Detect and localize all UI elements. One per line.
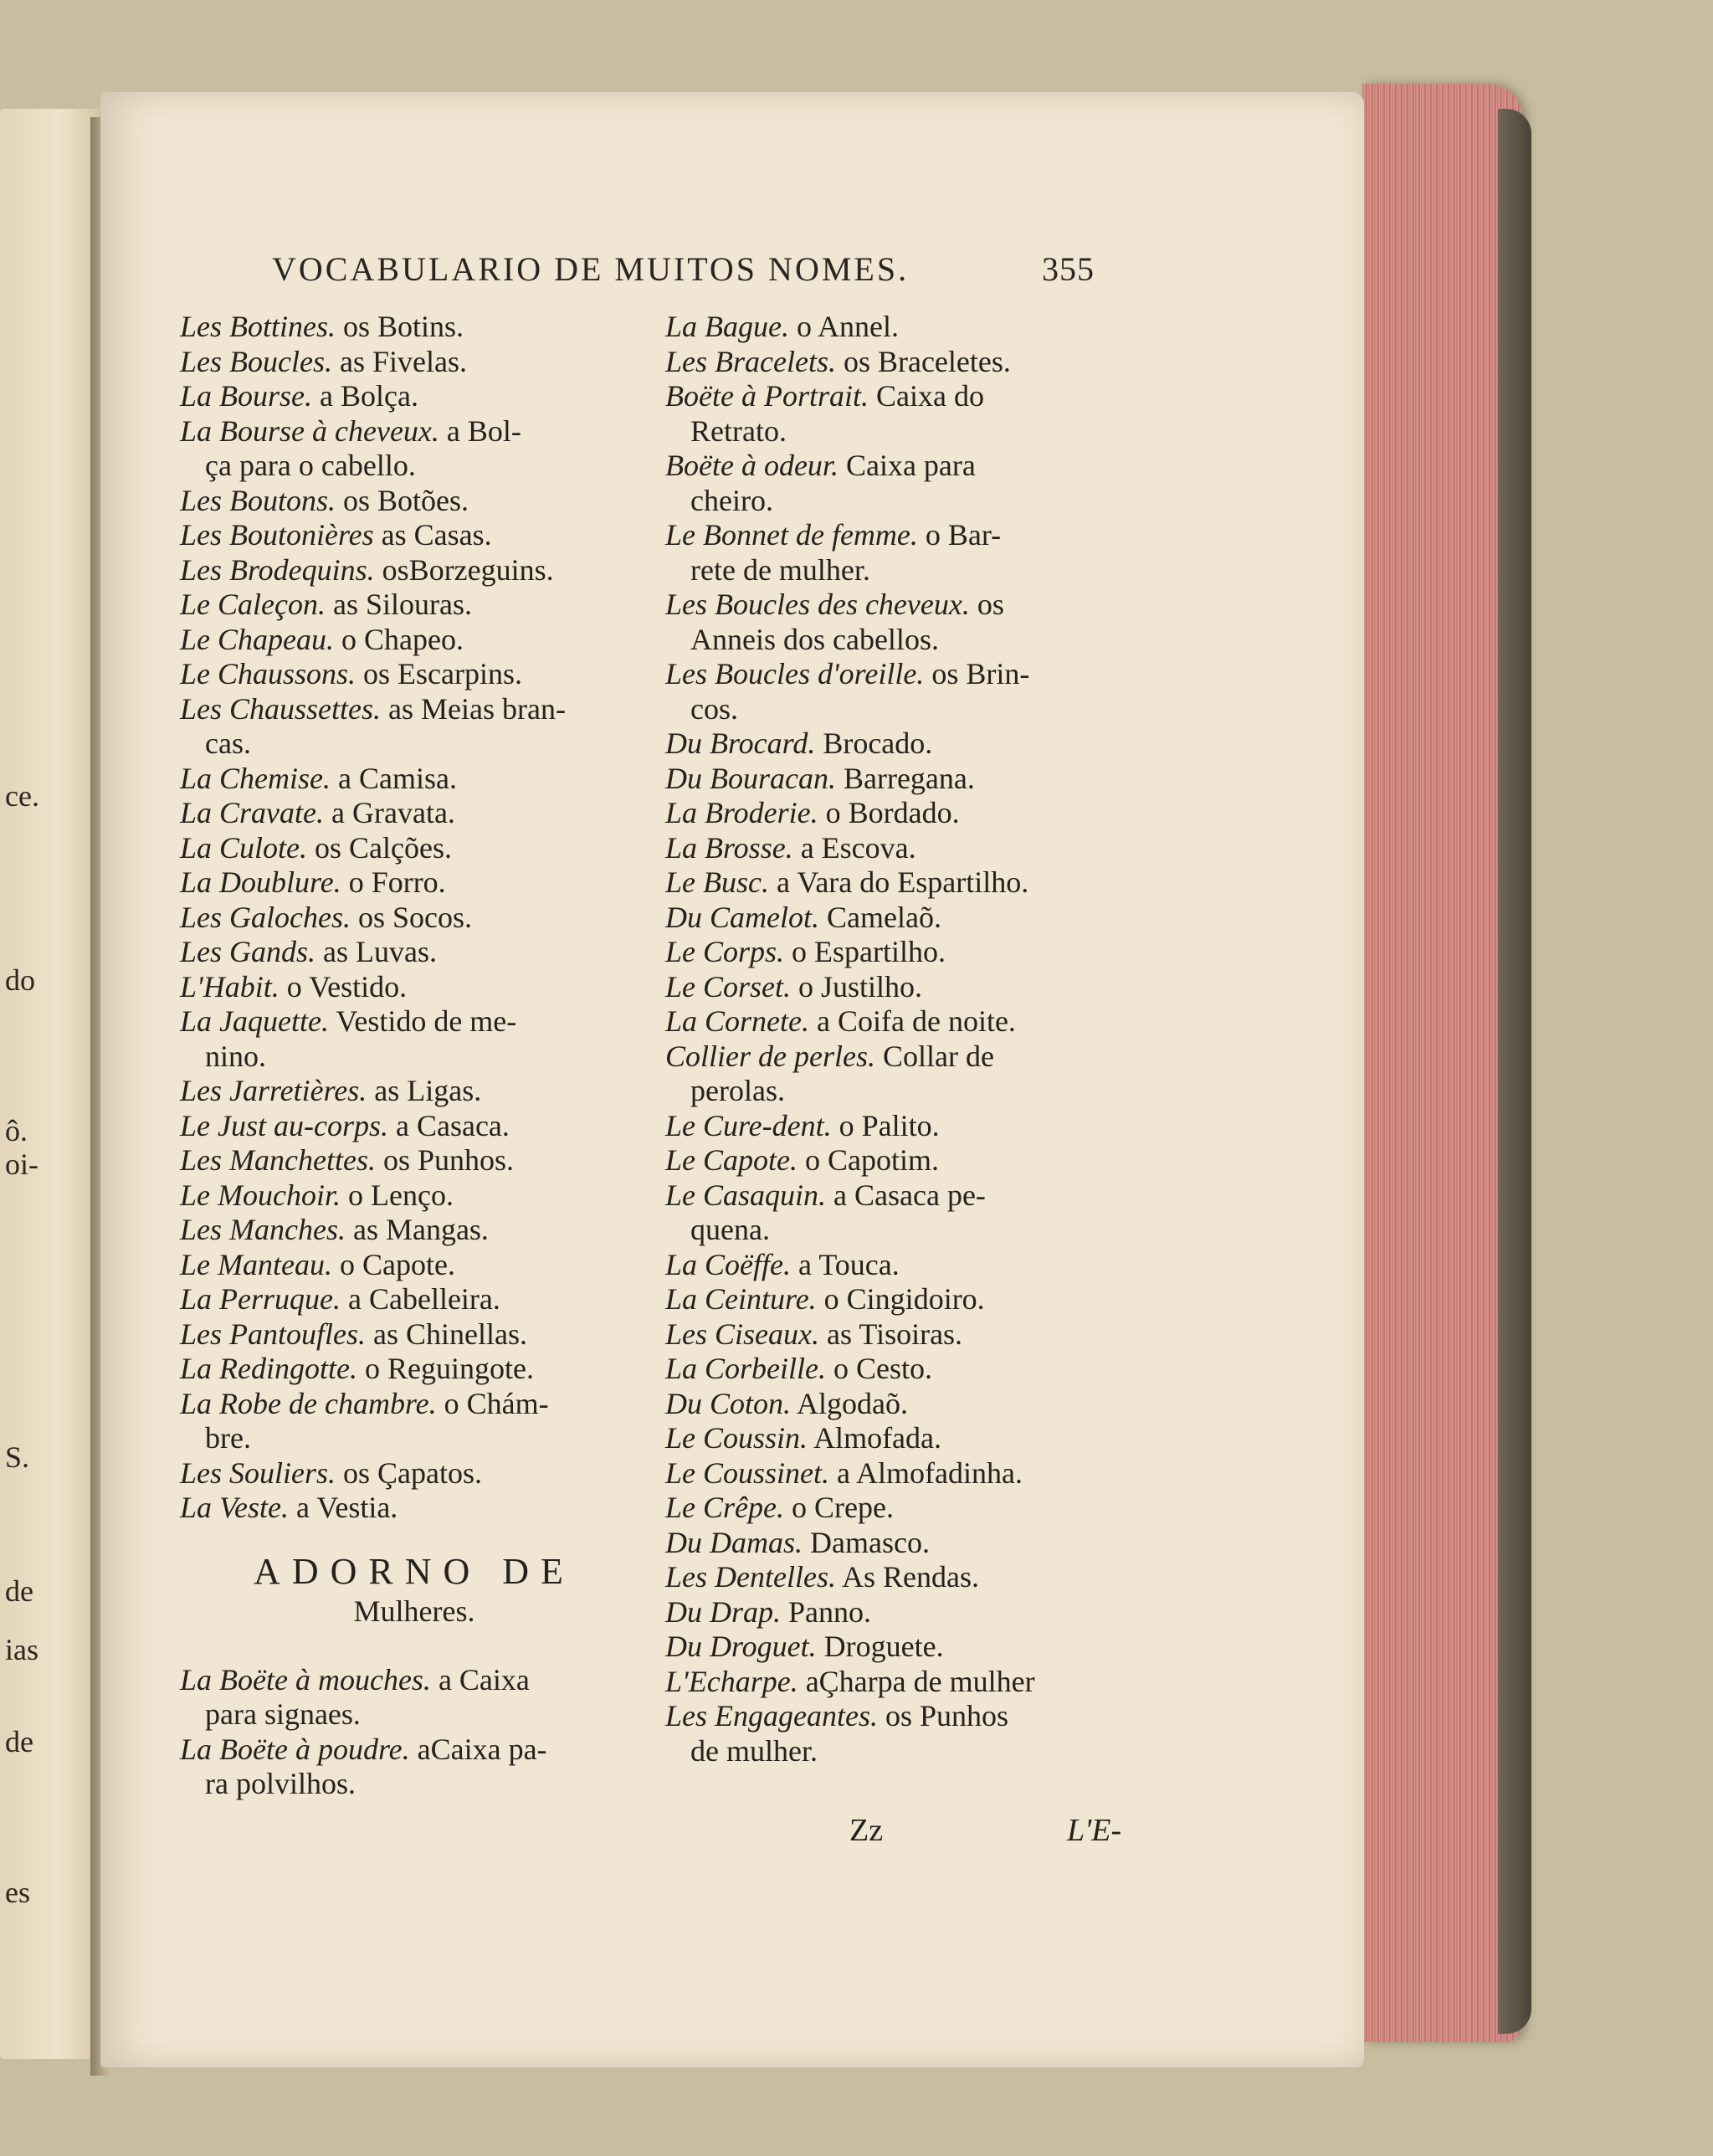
portuguese-term: Brocado. <box>823 726 933 760</box>
french-term: Du Drap. <box>665 1594 782 1629</box>
french-term: La Boëte à mouches. <box>180 1662 431 1697</box>
portuguese-term: aÇharpa de mulher <box>805 1664 1035 1698</box>
vocab-entry <box>180 1074 649 1109</box>
vocab-entry <box>180 379 649 414</box>
french-term: Collier de perles. <box>665 1039 875 1073</box>
french-term: Le Manteau. <box>180 1247 332 1281</box>
portuguese-term: a Escova. <box>800 830 916 865</box>
portuguese-term: o Lenço. <box>348 1178 454 1212</box>
signature-mark: Zz <box>849 1813 884 1848</box>
vocab-entry <box>665 901 1134 936</box>
french-term: La Corbeille. <box>665 1352 827 1385</box>
portuguese-term: os <box>977 588 1004 621</box>
vocab-entry <box>665 1109 1134 1144</box>
vocab-entry <box>180 831 649 866</box>
french-term: La Robe de chambre. <box>180 1386 437 1420</box>
vocab-entry <box>180 1732 649 1768</box>
section-subtitle: Mulheres. <box>353 1594 475 1628</box>
french-term: Les Boucles d'oreille. <box>665 657 925 690</box>
portuguese-term: Algodaõ. <box>797 1386 909 1420</box>
french-term: L'Echarpe. <box>665 1664 798 1698</box>
portuguese-term: as Mangas. <box>352 1213 489 1246</box>
french-term: La Doublure. <box>180 865 341 899</box>
vocab-entry <box>665 1317 1134 1353</box>
french-term: Les Pantoufles. <box>180 1317 366 1351</box>
vocab-entry <box>665 1282 1134 1317</box>
vocab-entry <box>665 449 1134 484</box>
entry-continuation: cos. <box>690 691 738 726</box>
french-term: La Bourse à cheveux. <box>180 413 439 448</box>
vocab-entry <box>180 345 649 380</box>
vocab-entry <box>180 1143 649 1178</box>
vocab-entry <box>665 1526 1134 1561</box>
portuguese-term: Camelaõ. <box>827 900 941 934</box>
prev-page-fragment: es <box>5 1876 30 1909</box>
vocab-entry <box>180 1352 649 1387</box>
portuguese-term: o Chapeo. <box>341 622 464 656</box>
vocab-entry <box>665 588 1134 623</box>
vocab-entry <box>665 1421 1134 1456</box>
french-term: Du Bouracan. <box>665 761 836 795</box>
portuguese-term: a Caixa <box>438 1662 530 1697</box>
vocab-entry <box>180 1387 649 1422</box>
portuguese-term: o Annel. <box>797 310 899 343</box>
vocab-entry <box>180 623 649 658</box>
left-entries <box>180 310 649 1526</box>
vocab-entry <box>180 553 649 588</box>
vocab-entry <box>180 1178 649 1214</box>
vocab-entry <box>665 345 1134 380</box>
vocab-entry <box>665 1491 1134 1526</box>
portuguese-term: Caixa para <box>845 449 976 482</box>
french-term: Le Mouchoir. <box>180 1178 341 1212</box>
portuguese-term: Almofada. <box>813 1421 942 1455</box>
portuguese-term: osBorzeguins. <box>382 552 554 587</box>
portuguese-term: a Coifa de noite. <box>817 1004 1016 1038</box>
portuguese-term: a Vestia. <box>296 1491 398 1524</box>
prev-page-fragment: ce. <box>5 779 39 813</box>
vocab-entry <box>180 692 649 727</box>
portuguese-term: as Chinellas. <box>373 1317 527 1351</box>
portuguese-term: As Rendas. <box>841 1560 979 1594</box>
french-term: Le Corps. <box>665 935 785 968</box>
portuguese-term: as Meias bran- <box>388 691 566 726</box>
portuguese-term: a Almofadinha. <box>837 1455 1023 1490</box>
portuguese-term: os Braceletes. <box>843 344 1011 378</box>
vocab-entry <box>180 484 649 519</box>
vocab-entry <box>180 518 649 553</box>
vocab-entry <box>665 1456 1134 1491</box>
portuguese-term: o Justilho. <box>798 969 923 1004</box>
portuguese-term: a Touca. <box>798 1247 900 1281</box>
french-term: La Bourse. <box>180 379 313 413</box>
portuguese-term: o Cingidoiro. <box>823 1282 985 1316</box>
vocab-entry <box>665 1595 1134 1630</box>
french-term: Les Boutonières <box>180 518 374 552</box>
entry-continuation: para signaes. <box>205 1697 361 1731</box>
portuguese-term: o Chám- <box>444 1386 549 1420</box>
vocab-entry <box>665 1699 1134 1734</box>
french-term: Le Capote. <box>665 1143 798 1177</box>
french-term: Le Just au-corps. <box>180 1108 388 1142</box>
french-term: La Coëffe. <box>665 1247 791 1281</box>
french-term: Le Chaussons. <box>180 657 356 690</box>
portuguese-term: os Brin- <box>931 657 1030 690</box>
portuguese-term: a Bol- <box>446 413 521 448</box>
portuguese-term: os Punhos. <box>382 1143 514 1177</box>
french-term: Les Chaussettes. <box>180 691 382 726</box>
french-term: Les Manches. <box>180 1213 346 1246</box>
vocab-entry <box>665 1040 1134 1075</box>
french-term: Les Gands. <box>180 935 316 968</box>
vocab-entry <box>665 865 1134 901</box>
portuguese-term: a Casaca pe- <box>833 1178 986 1212</box>
vocab-entry <box>180 762 649 797</box>
french-term: La Culote. <box>180 830 308 865</box>
vocab-entry <box>665 1665 1134 1700</box>
french-term: Le Coussinet. <box>665 1455 830 1490</box>
entry-continuation: Retrato. <box>690 413 787 448</box>
portuguese-term: o Espartilho. <box>792 935 946 968</box>
portuguese-term: os Punhos <box>885 1699 1009 1732</box>
french-term: Le Busc. <box>665 865 769 899</box>
french-term: Boëte à Portrait. <box>665 379 869 413</box>
vocab-entry <box>665 796 1134 831</box>
left-entries-after <box>180 1663 649 1802</box>
vocab-entry <box>665 762 1134 797</box>
vocab-entry <box>180 796 649 831</box>
vocab-entry <box>180 1109 649 1144</box>
vocab-entry <box>180 865 649 901</box>
vocab-entry <box>665 726 1134 762</box>
french-term: Du Damas. <box>665 1525 803 1559</box>
french-term: Les Boutons. <box>180 483 336 517</box>
entry-continuation: Anneis dos cabellos. <box>690 622 939 656</box>
entry-continuation: nino. <box>205 1039 267 1073</box>
portuguese-term: Collar de <box>882 1039 994 1073</box>
portuguese-term: Barregana. <box>843 761 975 795</box>
vocab-entry <box>180 1491 649 1526</box>
vocab-entry <box>180 1317 649 1353</box>
entry-continuation: cas. <box>205 726 251 760</box>
portuguese-term: o Forro. <box>348 865 446 899</box>
portuguese-term: a Gravata. <box>331 796 455 829</box>
french-term: Le Bonnet de femme. <box>665 518 918 552</box>
french-term: Boëte à odeur. <box>665 449 839 482</box>
section-title: ADORNO DE <box>254 1550 575 1592</box>
vocab-entry <box>665 1178 1134 1214</box>
vocab-entry <box>180 310 649 345</box>
running-title: VOCABULARIO DE MUITOS NOMES. <box>272 250 910 288</box>
entry-continuation: quena. <box>690 1213 770 1246</box>
portuguese-term: o Palito. <box>839 1108 940 1142</box>
portuguese-term: a Bolça. <box>320 379 418 413</box>
portuguese-term: o Capote. <box>339 1247 455 1281</box>
entry-continuation: bre. <box>205 1421 251 1455</box>
vocab-entry <box>665 379 1134 414</box>
portuguese-term: aCaixa pa- <box>417 1732 547 1766</box>
portuguese-term: Damasco. <box>810 1525 930 1559</box>
vocab-entry <box>180 1663 649 1698</box>
vocab-entry <box>180 1456 649 1491</box>
book-cover-edge <box>1498 109 1531 2034</box>
portuguese-term: as Fivelas. <box>339 344 467 378</box>
vocab-entry <box>665 310 1134 345</box>
french-term: Les Engageantes. <box>665 1699 878 1732</box>
french-term: Les Manchettes. <box>180 1143 376 1177</box>
french-term: La Broderie. <box>665 796 818 829</box>
french-term: Le Casaquin. <box>665 1178 827 1212</box>
french-term: La Veste. <box>180 1491 289 1524</box>
portuguese-term: o Bordado. <box>825 796 960 829</box>
portuguese-term: as Ligas. <box>374 1074 482 1107</box>
french-term: Du Droguet. <box>665 1630 817 1663</box>
french-term: Les Ciseaux. <box>665 1317 819 1351</box>
right-column <box>665 310 1134 1768</box>
portuguese-term: o Vestido. <box>286 969 408 1004</box>
french-term: La Redingotte. <box>180 1352 357 1385</box>
portuguese-term: os Botões. <box>343 483 469 517</box>
french-term: Le Crêpe. <box>665 1491 784 1524</box>
vocab-entry <box>180 657 649 692</box>
portuguese-term: a Casaca. <box>395 1108 510 1142</box>
french-term: Les Souliers. <box>180 1455 336 1490</box>
portuguese-term: as Luvas. <box>323 935 437 968</box>
prev-page-fragment: S. <box>5 1440 30 1474</box>
prev-page-fragment: oi- <box>5 1147 38 1181</box>
portuguese-term: as Silouras. <box>332 588 472 621</box>
right-entries <box>665 310 1134 1768</box>
vocab-entry <box>180 588 649 623</box>
vocab-entry <box>180 1213 649 1248</box>
entry-continuation: ra polvilhos. <box>205 1767 356 1800</box>
vocab-entry <box>665 518 1134 553</box>
prev-page-fragment: ô. <box>5 1114 28 1147</box>
portuguese-term: os Botins. <box>343 310 464 343</box>
french-term: Les Galoches. <box>180 900 351 934</box>
french-term: La Chemise. <box>180 761 331 795</box>
page-number: 355 <box>1042 250 1095 288</box>
portuguese-term: os Socos. <box>357 900 473 934</box>
vocab-entry <box>665 1352 1134 1387</box>
portuguese-term: as Casas. <box>381 518 492 552</box>
french-term: Les Boucles des cheveux. <box>665 588 970 621</box>
vocab-entry <box>180 1248 649 1283</box>
vocab-entry <box>665 1560 1134 1595</box>
portuguese-term: o Capotim. <box>805 1143 939 1177</box>
french-term: Du Coton. <box>665 1386 792 1420</box>
portuguese-term: o Bar- <box>925 518 1002 552</box>
french-term: Les Brodequins. <box>180 552 375 587</box>
vocab-entry <box>665 657 1134 692</box>
vocab-entry <box>665 1248 1134 1283</box>
portuguese-term: o Reguingote. <box>364 1352 534 1385</box>
french-term: La Brosse. <box>665 830 793 865</box>
prev-page-fragment: do <box>5 963 35 997</box>
french-term: Les Bottines. <box>180 310 336 343</box>
vocab-entry <box>665 1004 1134 1040</box>
french-term: Le Chapeau. <box>180 622 334 656</box>
french-term: Du Camelot. <box>665 900 819 934</box>
french-term: La Bague. <box>665 310 789 343</box>
prev-page-fragment: ias <box>5 1633 38 1666</box>
french-term: Le Corset. <box>665 969 792 1004</box>
portuguese-term: a Vara do Espartilho. <box>776 865 1029 899</box>
portuguese-term: a Camisa. <box>338 761 457 795</box>
vocab-entry <box>665 1387 1134 1422</box>
vocab-entry <box>180 1004 649 1040</box>
portuguese-term: os Calções. <box>315 830 452 865</box>
portuguese-term: a Cabelleira. <box>348 1282 500 1316</box>
french-term: Le Coussin. <box>665 1421 808 1455</box>
french-term: Les Dentelles. <box>665 1560 836 1594</box>
french-term: L'Habit. <box>180 969 280 1004</box>
entry-continuation: perolas. <box>690 1074 785 1107</box>
portuguese-term: Vestido de me- <box>336 1004 517 1038</box>
french-term: La Ceinture. <box>665 1282 817 1316</box>
portuguese-term: as Tisoiras. <box>827 1317 963 1351</box>
page-header <box>272 249 1151 289</box>
entry-continuation: ça para o cabello. <box>205 449 416 482</box>
portuguese-term: os Çapatos. <box>343 1455 483 1490</box>
french-term: Les Boucles. <box>180 344 332 378</box>
vocab-entry <box>665 1143 1134 1178</box>
vocab-entry <box>180 970 649 1005</box>
portuguese-term: Panno. <box>788 1594 872 1629</box>
vocab-entry <box>665 1630 1134 1665</box>
french-term: La Perruque. <box>180 1282 341 1316</box>
vocab-entry <box>665 831 1134 866</box>
left-column <box>180 310 649 1802</box>
vocab-entry <box>180 901 649 936</box>
vocab-entry <box>665 970 1134 1005</box>
french-term: Le Cure-dent. <box>665 1108 832 1142</box>
french-term: La Jaquette. <box>180 1004 329 1038</box>
portuguese-term: os Escarpins. <box>363 657 523 690</box>
french-term: La Cornete. <box>665 1004 810 1038</box>
entry-continuation: cheiro. <box>690 483 773 517</box>
french-term: La Cravate. <box>180 796 325 829</box>
french-term: Les Bracelets. <box>665 344 836 378</box>
entry-continuation: rete de mulher. <box>690 552 870 587</box>
prev-page-fragment: de <box>5 1574 33 1608</box>
entry-continuation: de mulher. <box>690 1733 818 1768</box>
french-term: Le Caleçon. <box>180 588 326 621</box>
french-term: Les Jarretières. <box>180 1074 367 1107</box>
vocab-entry <box>180 935 649 970</box>
portuguese-term: o Cesto. <box>833 1352 933 1385</box>
catchword: L'E- <box>1067 1813 1122 1848</box>
portuguese-term: Droguete. <box>823 1630 944 1663</box>
portuguese-term: o Crepe. <box>791 1491 894 1524</box>
french-term: Du Brocard. <box>665 726 816 760</box>
vocab-entry <box>180 414 649 449</box>
previous-page-edge <box>0 109 99 2059</box>
prev-page-fragment: de <box>5 1725 33 1758</box>
portuguese-term: Caixa do <box>875 379 984 413</box>
vocab-entry <box>665 935 1134 970</box>
vocab-entry <box>180 1282 649 1317</box>
french-term: La Boëte à poudre. <box>180 1732 410 1766</box>
